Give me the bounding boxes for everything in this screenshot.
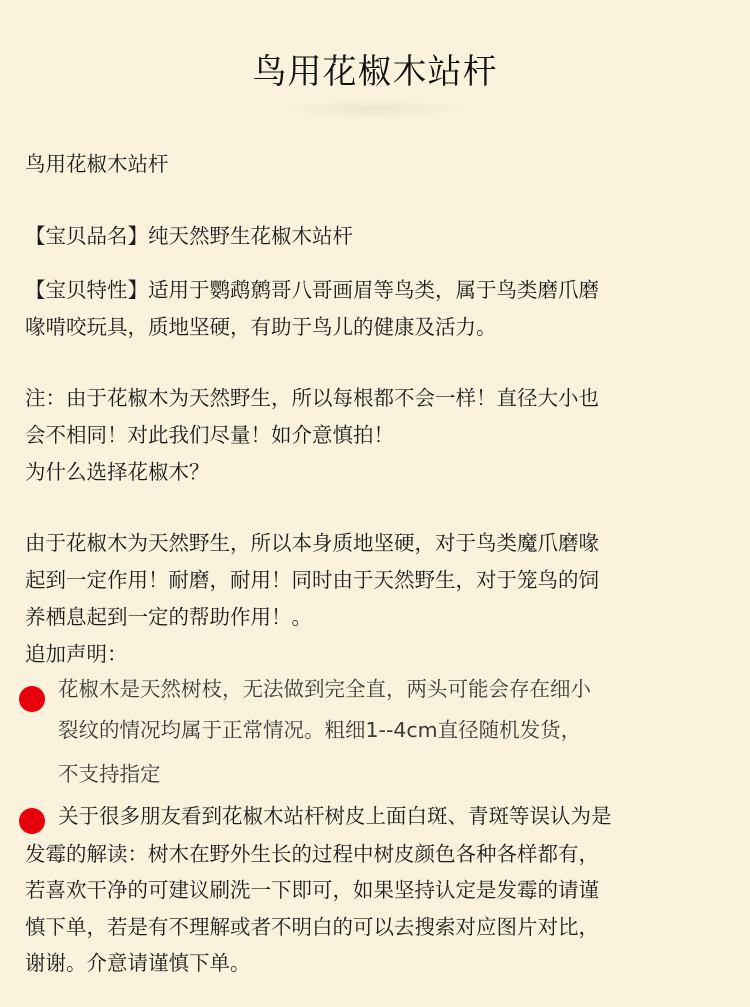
red-bullet-icon (19, 808, 45, 834)
title-underglow (275, 100, 475, 118)
red-bullet-icon (19, 686, 45, 712)
reason-line-1: 由于花椒木为天然野生，所以本身质地坚硬，对于鸟类魔爪磨喙 (25, 531, 599, 555)
bullet1-line-2: 裂纹的情况均属于正常情况。粗细1--4cm直径随机发货， (58, 718, 582, 742)
page-title: 鸟用花椒木站杆 (252, 52, 498, 92)
note-line-2: 会不相同！对此我们尽量！如介意慎拍！ (25, 423, 394, 447)
bullet2-line-3: 若喜欢干净的可建议刷洗一下即可，如果坚持认定是发霉的请谨 (25, 878, 599, 902)
bullet1-line-3: 不支持指定 (58, 762, 161, 786)
features-line-2: 喙啃咬玩具，质地坚硬，有助于鸟儿的健康及活力。 (25, 315, 497, 339)
additional-statement-heading: 追加声明： (25, 642, 128, 666)
reason-line-3: 养栖息起到一定的帮助作用！。 (25, 605, 312, 629)
subtitle: 鸟用花椒木站杆 (25, 152, 169, 176)
reason-line-2: 起到一定作用！耐磨，耐用！同时由于天然野生，对于笼鸟的饲 (25, 568, 599, 592)
bullet2-line-5: 谢谢。介意请谨慎下单。 (25, 951, 251, 975)
bullet1-line-1: 花椒木是天然树枝，无法做到完全直，两头可能会存在细小 (58, 677, 591, 701)
features-line-1: 【宝贝特性】适用于鹦鹉鹩哥八哥画眉等鸟类，属于鸟类磨爪磨 (25, 278, 599, 302)
bullet2-line-1: 关于很多朋友看到花椒木站杆树皮上面白斑、青斑等误认为是 (58, 804, 612, 828)
bullet2-line-2: 发霉的解读：树木在野外生长的过程中树皮颜色各种各样都有， (25, 842, 599, 866)
note-line-3: 为什么选择花椒木？ (25, 460, 210, 484)
note-line-1: 注：由于花椒木为天然野生，所以每根都不会一样！直径大小也 (25, 386, 599, 410)
product-name-line: 【宝贝品名】纯天然野生花椒木站杆 (25, 224, 353, 248)
bullet2-line-4: 慎下单，若是有不理解或者不明白的可以去搜索对应图片对比， (25, 915, 599, 939)
